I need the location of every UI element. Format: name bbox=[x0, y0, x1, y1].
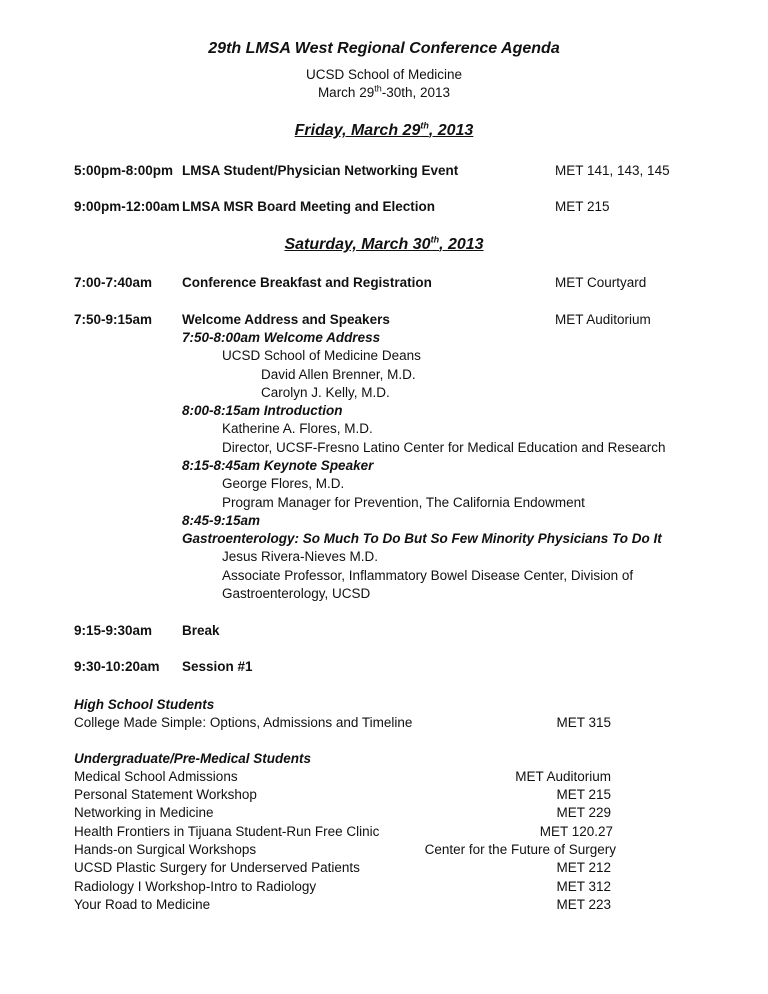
venue: UCSD School of Medicine bbox=[305, 67, 463, 82]
dates-text-end: -30th, 2013 bbox=[381, 85, 451, 100]
track-heading: High School Students bbox=[74, 697, 215, 712]
session-title: Networking in Medicine bbox=[74, 805, 214, 820]
friday-heading-sup: th bbox=[420, 120, 429, 131]
speaker-line: Associate Professor, Inflammatory Bowel Disease Center, Division of bbox=[222, 568, 634, 583]
sub-heading: 8:45-9:15am bbox=[182, 513, 261, 528]
speaker-line: Jesus Rivera-Nieves M.D. bbox=[222, 549, 379, 564]
dates bbox=[0, 84, 768, 102]
row-event: Break bbox=[182, 623, 220, 638]
saturday-heading-sup: th bbox=[430, 234, 440, 245]
sub-heading: 7:50-8:00am Welcome Address bbox=[182, 330, 381, 345]
session-title: College Made Simple: Options, Admissions and Timeline bbox=[74, 715, 413, 730]
session-location: MET Auditorium bbox=[515, 769, 611, 784]
row-time: 7:00-7:40am bbox=[74, 275, 153, 290]
session-title: Radiology I Workshop-Intro to Radiology bbox=[74, 879, 317, 894]
friday-heading-text: Friday, March 29 bbox=[294, 122, 421, 139]
dates-text: March 29 bbox=[317, 85, 375, 100]
session-location: MET 120.27 bbox=[539, 824, 613, 839]
row-location: MET Auditorium bbox=[555, 312, 651, 327]
session-location: MET 215 bbox=[556, 787, 611, 802]
dates-sup: th bbox=[374, 83, 382, 94]
row-time: 7:50-9:15am bbox=[74, 312, 153, 327]
row-location: MET 141, 143, 145 bbox=[555, 163, 670, 178]
session-title: UCSD Plastic Surgery for Underserved Patients bbox=[74, 860, 360, 875]
sub-heading: 8:00-8:15am Introduction bbox=[182, 403, 343, 418]
row-time: 9:30-10:20am bbox=[74, 659, 160, 674]
speaker-line: David Allen Brenner, M.D. bbox=[261, 367, 416, 382]
session-location: MET 312 bbox=[556, 879, 611, 894]
row-event: LMSA Student/Physician Networking Event bbox=[182, 163, 459, 178]
saturday-heading-text: Saturday, March 30 bbox=[284, 236, 431, 253]
session-title: Medical School Admissions bbox=[74, 769, 238, 784]
saturday-heading-year: , 2013 bbox=[439, 236, 484, 253]
session-location: MET 315 bbox=[556, 715, 611, 730]
speaker-line: Carolyn J. Kelly, M.D. bbox=[261, 385, 390, 400]
sub-heading: Gastroenterology: So Much To Do But So Few Minority Physicians To Do It bbox=[182, 531, 662, 546]
row-event: Session #1 bbox=[182, 659, 253, 674]
session-location: MET 229 bbox=[556, 805, 611, 820]
session-location: MET 223 bbox=[556, 897, 611, 912]
friday-heading bbox=[0, 122, 768, 140]
speaker-line: Program Manager for Prevention, The California Endowment bbox=[222, 495, 585, 510]
row-event: LMSA MSR Board Meeting and Election bbox=[182, 199, 436, 214]
speaker-line: George Flores, M.D. bbox=[222, 476, 345, 491]
row-time: 5:00pm-8:00pm bbox=[74, 163, 174, 178]
row-location: MET Courtyard bbox=[555, 275, 647, 290]
row-time: 9:15-9:30am bbox=[74, 623, 153, 638]
session-location: MET 212 bbox=[556, 860, 611, 875]
speaker-line: UCSD School of Medicine Deans bbox=[222, 348, 421, 363]
track-heading: Undergraduate/Pre-Medical Students bbox=[74, 751, 312, 766]
session-location: Center for the Future of Surgery bbox=[424, 842, 616, 857]
row-event: Welcome Address and Speakers bbox=[182, 312, 390, 327]
session-title: Hands-on Surgical Workshops bbox=[74, 842, 257, 857]
row-location: MET 215 bbox=[555, 199, 610, 214]
speaker-line: Gastroenterology, UCSD bbox=[222, 586, 371, 601]
row-time: 9:00pm-12:00am bbox=[74, 199, 180, 214]
saturday-heading bbox=[0, 236, 768, 254]
speaker-line: Director, UCSF-Fresno Latino Center for Medical Education and Research bbox=[222, 440, 666, 455]
session-title: Health Frontiers in Tijuana Student-Run Free Clinic bbox=[74, 824, 380, 839]
agenda-title: 29th LMSA West Regional Conference Agenda bbox=[208, 40, 560, 57]
speaker-line: Katherine A. Flores, M.D. bbox=[222, 421, 373, 436]
row-event: Conference Breakfast and Registration bbox=[182, 275, 432, 290]
sub-heading: 8:15-8:45am Keynote Speaker bbox=[182, 458, 374, 473]
session-title: Your Road to Medicine bbox=[74, 897, 211, 912]
session-title: Personal Statement Workshop bbox=[74, 787, 257, 802]
friday-heading-year: , 2013 bbox=[428, 122, 474, 139]
